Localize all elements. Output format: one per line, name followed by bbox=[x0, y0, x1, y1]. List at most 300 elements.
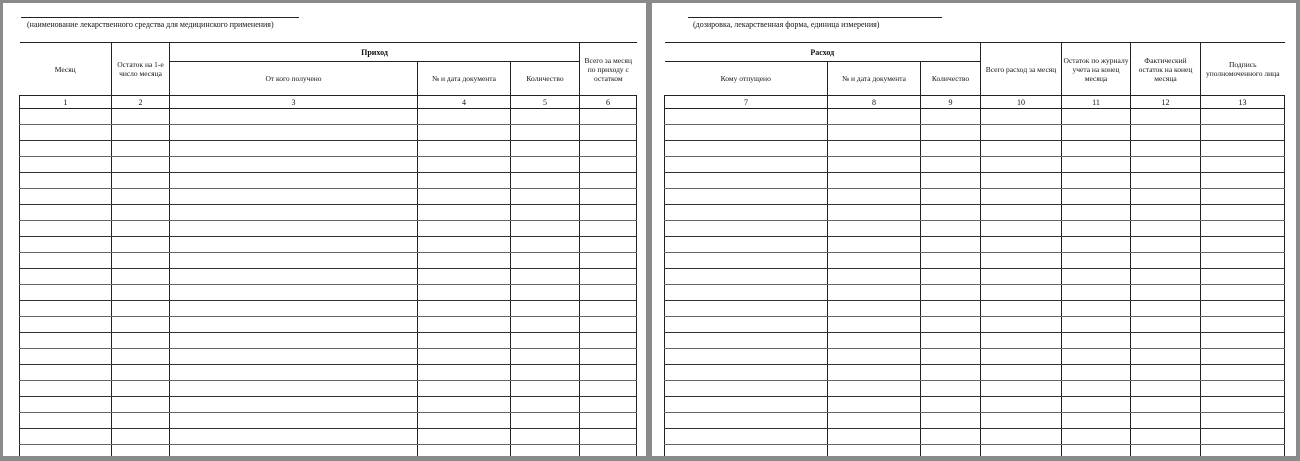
ledger-row bbox=[20, 157, 637, 173]
drug-name-line bbox=[21, 17, 299, 18]
ledger-row bbox=[20, 109, 637, 125]
ledger-cell bbox=[921, 237, 981, 253]
ledger-cell bbox=[511, 221, 580, 237]
ledger-cell bbox=[580, 285, 637, 301]
ledger-cell bbox=[170, 205, 418, 221]
ledger-cell bbox=[828, 253, 921, 269]
ledger-cell bbox=[511, 429, 580, 445]
ledger-row bbox=[665, 381, 1285, 397]
ledger-cell bbox=[170, 253, 418, 269]
dosage-caption: (дозировка, лекарственная форма, единица измерения) bbox=[693, 20, 880, 29]
ledger-cell bbox=[1131, 173, 1201, 189]
ledger-cell bbox=[921, 301, 981, 317]
header-receipt-total: Всего за месяц по приходу с остатком bbox=[580, 43, 637, 96]
ledger-cell bbox=[1201, 445, 1285, 457]
header-to-whom: Кому отпущено bbox=[665, 62, 828, 96]
drug-name-caption: (наименование лекарственного средства для медицинского применения) bbox=[27, 20, 274, 29]
ledger-cell bbox=[1062, 269, 1131, 285]
ledger-cell bbox=[1201, 269, 1285, 285]
column-number: 8 bbox=[828, 96, 921, 109]
ledger-row bbox=[665, 109, 1285, 125]
ledger-cell bbox=[580, 445, 637, 457]
ledger-cell bbox=[1131, 157, 1201, 173]
ledger-cell bbox=[580, 253, 637, 269]
header-from-whom: От кого получено bbox=[170, 62, 418, 96]
ledger-cell bbox=[981, 109, 1062, 125]
ledger-cell bbox=[828, 125, 921, 141]
ledger-cell bbox=[112, 397, 170, 413]
ledger-cell bbox=[1201, 349, 1285, 365]
ledger-cell bbox=[112, 285, 170, 301]
ledger-cell bbox=[112, 317, 170, 333]
ledger-cell bbox=[170, 445, 418, 457]
ledger-row bbox=[20, 253, 637, 269]
ledger-cell bbox=[665, 269, 828, 285]
ledger-cell bbox=[1131, 333, 1201, 349]
ledger-cell bbox=[580, 429, 637, 445]
ledger-cell bbox=[20, 237, 112, 253]
ledger-cell bbox=[580, 365, 637, 381]
ledger-cell bbox=[1201, 317, 1285, 333]
ledger-cell bbox=[580, 109, 637, 125]
ledger-row bbox=[665, 125, 1285, 141]
ledger-cell bbox=[112, 269, 170, 285]
ledger-row bbox=[20, 381, 637, 397]
ledger-row bbox=[20, 205, 637, 221]
ledger-cell bbox=[20, 397, 112, 413]
ledger-cell bbox=[418, 269, 511, 285]
ledger-cell bbox=[1201, 413, 1285, 429]
ledger-cell bbox=[1201, 429, 1285, 445]
ledger-cell bbox=[20, 365, 112, 381]
ledger-cell bbox=[665, 381, 828, 397]
ledger-cell bbox=[418, 157, 511, 173]
ledger-row bbox=[665, 173, 1285, 189]
ledger-cell bbox=[828, 237, 921, 253]
ledger-cell bbox=[112, 429, 170, 445]
ledger-cell bbox=[511, 173, 580, 189]
ledger-row bbox=[20, 173, 637, 189]
ledger-cell bbox=[828, 413, 921, 429]
ledger-row bbox=[665, 413, 1285, 429]
ledger-cell bbox=[418, 445, 511, 457]
column-number: 3 bbox=[170, 96, 418, 109]
ledger-cell bbox=[1062, 237, 1131, 253]
ledger-row bbox=[665, 301, 1285, 317]
ledger-row bbox=[20, 269, 637, 285]
ledger-cell bbox=[1201, 253, 1285, 269]
ledger-cell bbox=[1201, 189, 1285, 205]
column-number: 11 bbox=[1062, 96, 1131, 109]
issue-entry-rows bbox=[665, 109, 1285, 457]
ledger-cell bbox=[665, 285, 828, 301]
ledger-cell bbox=[170, 173, 418, 189]
column-number: 1 bbox=[20, 96, 112, 109]
ledger-cell bbox=[921, 333, 981, 349]
ledger-cell bbox=[20, 189, 112, 205]
ledger-cell bbox=[921, 141, 981, 157]
ledger-cell bbox=[511, 253, 580, 269]
ledger-row bbox=[665, 189, 1285, 205]
ledger-row bbox=[20, 333, 637, 349]
ledger-row bbox=[20, 125, 637, 141]
ledger-cell bbox=[665, 301, 828, 317]
ledger-cell bbox=[511, 189, 580, 205]
column-number: 6 bbox=[580, 96, 637, 109]
ledger-cell bbox=[981, 445, 1062, 457]
ledger-cell bbox=[418, 301, 511, 317]
ledger-cell bbox=[981, 365, 1062, 381]
ledger-cell bbox=[1201, 237, 1285, 253]
ledger-cell bbox=[170, 413, 418, 429]
ledger-cell bbox=[921, 173, 981, 189]
issue-table bbox=[664, 42, 1285, 456]
ledger-cell bbox=[665, 109, 828, 125]
ledger-cell bbox=[418, 429, 511, 445]
ledger-cell bbox=[1131, 141, 1201, 157]
ledger-cell bbox=[665, 445, 828, 457]
ledger-cell bbox=[921, 109, 981, 125]
ledger-cell bbox=[981, 381, 1062, 397]
ledger-cell bbox=[665, 189, 828, 205]
ledger-row bbox=[665, 253, 1285, 269]
ledger-cell bbox=[20, 141, 112, 157]
ledger-cell bbox=[665, 125, 828, 141]
column-number: 10 bbox=[981, 96, 1062, 109]
ledger-cell bbox=[1131, 381, 1201, 397]
column-numbers-row bbox=[665, 96, 1285, 109]
ledger-row bbox=[665, 285, 1285, 301]
ledger-cell bbox=[170, 365, 418, 381]
ledger-cell bbox=[981, 301, 1062, 317]
ledger-row bbox=[20, 365, 637, 381]
ledger-cell bbox=[112, 381, 170, 397]
ledger-cell bbox=[418, 109, 511, 125]
ledger-row bbox=[20, 237, 637, 253]
ledger-cell bbox=[418, 413, 511, 429]
ledger-cell bbox=[981, 285, 1062, 301]
ledger-cell bbox=[511, 109, 580, 125]
ledger-cell bbox=[170, 317, 418, 333]
ledger-cell bbox=[665, 141, 828, 157]
ledger-row bbox=[20, 301, 637, 317]
ledger-cell bbox=[511, 205, 580, 221]
column-number: 5 bbox=[511, 96, 580, 109]
ledger-cell bbox=[981, 237, 1062, 253]
ledger-cell bbox=[665, 317, 828, 333]
ledger-cell bbox=[170, 301, 418, 317]
ledger-cell bbox=[20, 109, 112, 125]
header-document: № и дата документа bbox=[828, 62, 921, 96]
ledger-cell bbox=[1131, 349, 1201, 365]
ledger-cell bbox=[981, 317, 1062, 333]
ledger-cell bbox=[981, 253, 1062, 269]
ledger-cell bbox=[1131, 413, 1201, 429]
ledger-cell bbox=[921, 205, 981, 221]
ledger-cell bbox=[170, 397, 418, 413]
ledger-row bbox=[20, 429, 637, 445]
ledger-cell bbox=[1062, 349, 1131, 365]
header-issue-total: Всего расход за месяц bbox=[981, 43, 1062, 96]
ledger-cell bbox=[112, 141, 170, 157]
ledger-cell bbox=[921, 397, 981, 413]
ledger-cell bbox=[112, 237, 170, 253]
ledger-row bbox=[20, 349, 637, 365]
ledger-row bbox=[665, 365, 1285, 381]
ledger-cell bbox=[665, 253, 828, 269]
ledger-cell bbox=[20, 285, 112, 301]
ledger-cell bbox=[1201, 173, 1285, 189]
ledger-cell bbox=[112, 221, 170, 237]
ledger-cell bbox=[170, 381, 418, 397]
ledger-cell bbox=[1131, 429, 1201, 445]
ledger-cell bbox=[511, 413, 580, 429]
ledger-cell bbox=[981, 189, 1062, 205]
ledger-row bbox=[665, 221, 1285, 237]
ledger-cell bbox=[1062, 397, 1131, 413]
ledger-cell bbox=[1131, 109, 1201, 125]
ledger-row bbox=[665, 333, 1285, 349]
ledger-cell bbox=[665, 365, 828, 381]
ledger-row bbox=[665, 237, 1285, 253]
ledger-cell bbox=[20, 173, 112, 189]
ledger-cell bbox=[418, 397, 511, 413]
ledger-cell bbox=[921, 189, 981, 205]
ledger-cell bbox=[112, 413, 170, 429]
ledger-row bbox=[20, 317, 637, 333]
ledger-cell bbox=[665, 237, 828, 253]
ledger-cell bbox=[1201, 109, 1285, 125]
ledger-cell bbox=[580, 157, 637, 173]
column-number: 12 bbox=[1131, 96, 1201, 109]
ledger-row bbox=[20, 445, 637, 457]
ledger-cell bbox=[580, 221, 637, 237]
ledger-cell bbox=[1062, 301, 1131, 317]
ledger-cell bbox=[828, 157, 921, 173]
ledger-cell bbox=[418, 381, 511, 397]
ledger-row bbox=[665, 157, 1285, 173]
ledger-cell bbox=[828, 173, 921, 189]
ledger-row bbox=[665, 205, 1285, 221]
ledger-cell bbox=[921, 413, 981, 429]
header-journal-balance: Остаток по журналу учета на конец месяца bbox=[1062, 43, 1131, 96]
header-issue-group: Расход bbox=[665, 43, 981, 62]
ledger-cell bbox=[1062, 253, 1131, 269]
ledger-cell bbox=[580, 301, 637, 317]
ledger-cell bbox=[1201, 333, 1285, 349]
ledger-cell bbox=[665, 333, 828, 349]
ledger-cell bbox=[418, 221, 511, 237]
ledger-cell bbox=[1201, 285, 1285, 301]
ledger-cell bbox=[1062, 333, 1131, 349]
ledger-cell bbox=[511, 333, 580, 349]
ledger-cell bbox=[418, 349, 511, 365]
ledger-cell bbox=[921, 269, 981, 285]
ledger-cell bbox=[170, 285, 418, 301]
header-document: № и дата документа bbox=[418, 62, 511, 96]
ledger-cell bbox=[418, 365, 511, 381]
ledger-cell bbox=[511, 141, 580, 157]
ledger-cell bbox=[828, 349, 921, 365]
ledger-cell bbox=[580, 317, 637, 333]
ledger-cell bbox=[511, 397, 580, 413]
ledger-cell bbox=[418, 205, 511, 221]
ledger-cell bbox=[511, 157, 580, 173]
ledger-cell bbox=[170, 189, 418, 205]
ledger-cell bbox=[112, 365, 170, 381]
ledger-cell bbox=[1062, 413, 1131, 429]
ledger-cell bbox=[418, 189, 511, 205]
ledger-cell bbox=[580, 237, 637, 253]
ledger-cell bbox=[580, 397, 637, 413]
ledger-cell bbox=[112, 253, 170, 269]
ledger-cell bbox=[921, 349, 981, 365]
ledger-cell bbox=[20, 429, 112, 445]
ledger-cell bbox=[1201, 157, 1285, 173]
ledger-cell bbox=[20, 205, 112, 221]
ledger-cell bbox=[1201, 141, 1285, 157]
ledger-cell bbox=[418, 253, 511, 269]
ledger-row bbox=[665, 141, 1285, 157]
ledger-cell bbox=[418, 237, 511, 253]
ledger-cell bbox=[665, 429, 828, 445]
ledger-cell bbox=[1131, 397, 1201, 413]
ledger-cell bbox=[981, 141, 1062, 157]
ledger-cell bbox=[20, 125, 112, 141]
ledger-cell bbox=[921, 445, 981, 457]
header-receipt-group: Приход bbox=[170, 43, 580, 62]
ledger-cell bbox=[511, 381, 580, 397]
ledger-cell bbox=[20, 413, 112, 429]
ledger-cell bbox=[1062, 173, 1131, 189]
ledger-cell bbox=[170, 125, 418, 141]
ledger-cell bbox=[981, 429, 1062, 445]
ledger-cell bbox=[580, 125, 637, 141]
ledger-cell bbox=[511, 317, 580, 333]
ledger-cell bbox=[20, 333, 112, 349]
ledger-cell bbox=[828, 205, 921, 221]
ledger-cell bbox=[511, 365, 580, 381]
ledger-cell bbox=[170, 221, 418, 237]
ledger-cell bbox=[981, 221, 1062, 237]
ledger-cell bbox=[921, 253, 981, 269]
ledger-row bbox=[20, 141, 637, 157]
ledger-cell bbox=[1062, 109, 1131, 125]
ledger-cell bbox=[1062, 157, 1131, 173]
ledger-cell bbox=[1062, 141, 1131, 157]
ledger-cell bbox=[665, 349, 828, 365]
ledger-cell bbox=[828, 285, 921, 301]
ledger-cell bbox=[921, 285, 981, 301]
ledger-row bbox=[665, 349, 1285, 365]
ledger-cell bbox=[981, 157, 1062, 173]
ledger-cell bbox=[20, 381, 112, 397]
ledger-cell bbox=[1131, 365, 1201, 381]
ledger-cell bbox=[170, 141, 418, 157]
ledger-cell bbox=[921, 381, 981, 397]
ledger-cell bbox=[20, 221, 112, 237]
ledger-cell bbox=[580, 189, 637, 205]
ledger-cell bbox=[170, 109, 418, 125]
ledger-cell bbox=[1201, 301, 1285, 317]
column-number: 7 bbox=[665, 96, 828, 109]
dosage-line bbox=[688, 17, 942, 18]
ledger-cell bbox=[511, 237, 580, 253]
ledger-cell bbox=[1201, 381, 1285, 397]
ledger-cell bbox=[580, 173, 637, 189]
column-number: 2 bbox=[112, 96, 170, 109]
ledger-cell bbox=[1131, 189, 1201, 205]
ledger-cell bbox=[112, 189, 170, 205]
ledger-cell bbox=[112, 205, 170, 221]
ledger-cell bbox=[20, 157, 112, 173]
right-page bbox=[652, 3, 1296, 456]
ledger-row bbox=[20, 221, 637, 237]
ledger-cell bbox=[921, 221, 981, 237]
ledger-cell bbox=[580, 349, 637, 365]
ledger-cell bbox=[418, 141, 511, 157]
ledger-cell bbox=[1201, 205, 1285, 221]
ledger-cell bbox=[828, 429, 921, 445]
ledger-cell bbox=[1131, 269, 1201, 285]
ledger-row bbox=[665, 397, 1285, 413]
column-number: 13 bbox=[1201, 96, 1285, 109]
receipt-table bbox=[19, 42, 637, 456]
ledger-cell bbox=[921, 429, 981, 445]
ledger-cell bbox=[1062, 445, 1131, 457]
ledger-cell bbox=[170, 157, 418, 173]
ledger-cell bbox=[112, 157, 170, 173]
ledger-cell bbox=[1201, 221, 1285, 237]
receipt-entry-rows bbox=[20, 109, 637, 457]
ledger-cell bbox=[418, 125, 511, 141]
ledger-cell bbox=[511, 269, 580, 285]
ledger-row bbox=[20, 413, 637, 429]
ledger-cell bbox=[981, 349, 1062, 365]
column-numbers-row bbox=[20, 96, 637, 109]
ledger-cell bbox=[511, 349, 580, 365]
ledger-cell bbox=[112, 333, 170, 349]
ledger-cell bbox=[170, 333, 418, 349]
ledger-row bbox=[665, 317, 1285, 333]
ledger-cell bbox=[580, 141, 637, 157]
ledger-cell bbox=[828, 445, 921, 457]
ledger-cell bbox=[665, 157, 828, 173]
ledger-cell bbox=[1062, 125, 1131, 141]
ledger-cell bbox=[418, 317, 511, 333]
ledger-cell bbox=[665, 205, 828, 221]
ledger-cell bbox=[1062, 221, 1131, 237]
ledger-cell bbox=[828, 301, 921, 317]
ledger-cell bbox=[511, 445, 580, 457]
ledger-cell bbox=[1062, 205, 1131, 221]
ledger-cell bbox=[981, 397, 1062, 413]
ledger-cell bbox=[1131, 445, 1201, 457]
ledger-cell bbox=[1131, 285, 1201, 301]
ledger-cell bbox=[511, 285, 580, 301]
ledger-cell bbox=[921, 157, 981, 173]
ledger-cell bbox=[170, 349, 418, 365]
ledger-cell bbox=[1062, 189, 1131, 205]
ledger-cell bbox=[1131, 253, 1201, 269]
ledger-row bbox=[665, 429, 1285, 445]
ledger-row bbox=[20, 397, 637, 413]
ledger-cell bbox=[828, 381, 921, 397]
ledger-cell bbox=[1201, 397, 1285, 413]
ledger-cell bbox=[828, 333, 921, 349]
ledger-cell bbox=[981, 205, 1062, 221]
ledger-cell bbox=[511, 301, 580, 317]
